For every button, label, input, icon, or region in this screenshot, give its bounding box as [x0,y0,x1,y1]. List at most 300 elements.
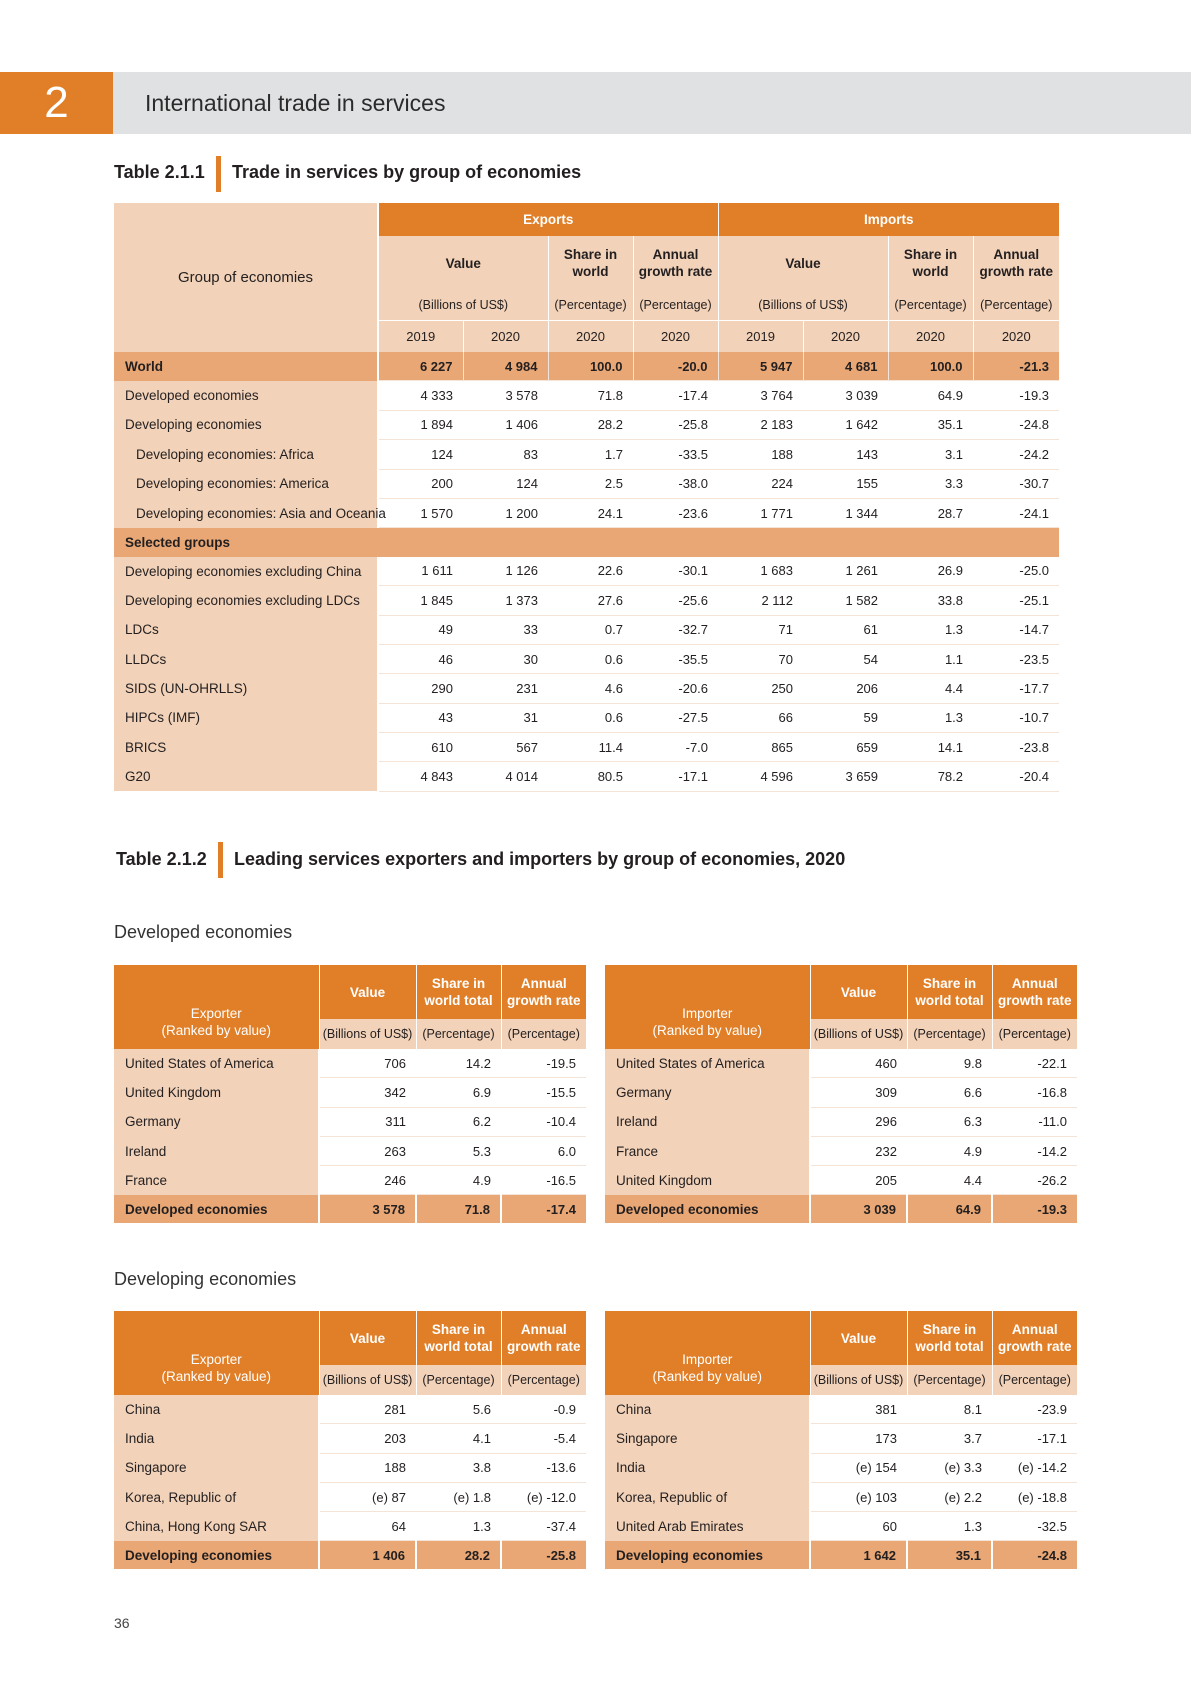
ranked-label: (Ranked by value) [652,1023,763,1038]
row-label: Developing economies: Africa [114,440,378,469]
value-cell: 706 [319,1049,416,1078]
growth-cell: -23.9 [992,1395,1077,1424]
share-unit: (Percentage) [416,1365,501,1395]
row-label: Developing economies [114,410,378,439]
cell: -23.5 [973,644,1059,673]
cell: -21.3 [973,352,1059,381]
share-cell: (e) 1.8 [416,1482,501,1511]
cell: 11.4 [548,733,633,762]
cell: 14.1 [888,733,973,762]
row-label: LLDCs [114,644,378,673]
cell: -24.8 [973,410,1059,439]
total-label: Developed economies [605,1195,810,1224]
country-name: France [114,1166,319,1195]
cell: 46 [378,644,463,673]
cell: 1 570 [378,498,463,527]
table-row [114,1453,586,1482]
value-unit: (Billions of US$) [810,1019,907,1049]
value-cell: 460 [810,1049,907,1078]
total-value: 3 578 [319,1195,416,1224]
imports-share-unit: (Percentage) [888,290,973,320]
total-share: 64.9 [907,1195,992,1224]
cell: 1 771 [718,498,803,527]
cell: 1 344 [803,498,888,527]
cell: 1 683 [718,557,803,586]
exporter-label: Exporter [190,1006,242,1021]
total-value: 3 039 [810,1195,907,1224]
country-name: China [605,1395,810,1424]
exports-share-unit: (Percentage) [548,290,633,320]
section-label: Selected groups [114,528,1059,557]
share-cell: (e) 3.3 [907,1453,992,1482]
cell: 250 [718,674,803,703]
cell: 4.6 [548,674,633,703]
row-label: BRICS [114,733,378,762]
total-value: 1 642 [810,1541,907,1570]
cell: 200 [378,469,463,498]
cell: 1 406 [463,410,548,439]
cell: 100.0 [548,352,633,381]
cell: 143 [803,440,888,469]
cell: -25.8 [633,410,718,439]
country-name: India [605,1453,810,1482]
value-cell: 263 [319,1136,416,1165]
cell: 4 333 [378,381,463,410]
table-row [114,1395,586,1424]
country-name: United Kingdom [605,1166,810,1195]
share-cell: 6.2 [416,1107,501,1136]
row-label: Developing economies excluding China [114,557,378,586]
table-row [114,557,1059,586]
cell: 4 681 [803,352,888,381]
country-name: Singapore [114,1453,319,1482]
table1-title: Trade in services by group of economies [232,162,582,182]
year-header: 2020 [633,320,718,352]
cell: -24.1 [973,498,1059,527]
value-unit: (Billions of US$) [319,1019,416,1049]
total-label: Developing economies [605,1541,810,1570]
country-name: Germany [605,1078,810,1107]
growth-header: Annual growth rate [501,1311,586,1365]
cell: 33 [463,615,548,644]
share-cell: 6.6 [907,1078,992,1107]
table-row [605,1395,1077,1424]
cell: -32.7 [633,615,718,644]
cell: 83 [463,440,548,469]
cell: 5 947 [718,352,803,381]
cell: 188 [718,440,803,469]
exporter-header [114,965,319,1049]
exports-growth-unit: (Percentage) [633,290,718,320]
cell: 3 039 [803,381,888,410]
growth-header: Annual growth rate [992,965,1077,1019]
value-cell: (e) 154 [810,1453,907,1482]
table-row [605,1078,1077,1107]
total-growth: -25.8 [501,1541,586,1570]
value-cell: 232 [810,1136,907,1165]
cell: 24.1 [548,498,633,527]
total-row [114,1541,586,1570]
cell: 0.7 [548,615,633,644]
year-header: 2020 [548,320,633,352]
cell: 27.6 [548,586,633,615]
row-label: Developing economies: Asia and Oceania [114,498,378,527]
cell: 6 227 [378,352,463,381]
section-row [114,528,1059,557]
country-name: Korea, Republic of [605,1482,810,1511]
growth-cell: -14.2 [992,1136,1077,1165]
value-cell: 311 [319,1107,416,1136]
share-cell: 1.3 [416,1512,501,1541]
total-share: 28.2 [416,1541,501,1570]
cell: 22.6 [548,557,633,586]
share-cell: 4.1 [416,1424,501,1453]
growth-unit: (Percentage) [992,1365,1077,1395]
cell: 155 [803,469,888,498]
cell: 290 [378,674,463,703]
cell: 1 200 [463,498,548,527]
share-header: Share in world total [416,965,501,1019]
cell: 71.8 [548,381,633,410]
row-label: Developing economies: America [114,469,378,498]
table-row [605,1049,1077,1078]
growth-header: Annual growth rate [992,1311,1077,1365]
share-cell: 3.8 [416,1453,501,1482]
table-row [605,1107,1077,1136]
cell: 2.5 [548,469,633,498]
cell: 54 [803,644,888,673]
country-name: Singapore [605,1424,810,1453]
total-share: 71.8 [416,1195,501,1224]
value-cell: (e) 87 [319,1482,416,1511]
country-name: United States of America [114,1049,319,1078]
growth-cell: -17.1 [992,1424,1077,1453]
growth-cell: (e) -18.8 [992,1482,1077,1511]
value-cell: 188 [319,1453,416,1482]
value-cell: 203 [319,1424,416,1453]
cell: 1 126 [463,557,548,586]
cell: 0.6 [548,703,633,732]
row-label: Developing economies excluding LDCs [114,586,378,615]
ranked-label: (Ranked by value) [161,1023,272,1038]
cell: -33.5 [633,440,718,469]
cell: -23.6 [633,498,718,527]
share-cell: 4.4 [907,1166,992,1195]
cell: 35.1 [888,410,973,439]
cell: 2 112 [718,586,803,615]
cell: 2 183 [718,410,803,439]
year-header: 2019 [718,320,803,352]
trade-by-group-table [114,203,1059,792]
cell: 224 [718,469,803,498]
cell: 3.3 [888,469,973,498]
total-row [605,1541,1077,1570]
cell: 1.3 [888,703,973,732]
cell: 28.7 [888,498,973,527]
value-cell: 246 [319,1166,416,1195]
cell: 70 [718,644,803,673]
cell: 4.4 [888,674,973,703]
imports-share-header: Share in world [888,236,973,290]
cell: 4 596 [718,762,803,791]
table-row [114,762,1059,791]
group-of-economies-header: Group of economies [114,203,378,352]
country-name: Korea, Republic of [114,1482,319,1511]
country-name: United Arab Emirates [605,1512,810,1541]
cell: 4 984 [463,352,548,381]
total-value: 1 406 [319,1541,416,1570]
country-name: United Kingdom [114,1078,319,1107]
year-header: 2020 [463,320,548,352]
share-cell: 1.3 [907,1512,992,1541]
year-header: 2020 [888,320,973,352]
growth-cell: (e) -12.0 [501,1482,586,1511]
share-cell: 9.8 [907,1049,992,1078]
share-cell: 8.1 [907,1395,992,1424]
table-row [114,703,1059,732]
cell: 0.6 [548,644,633,673]
value-header: Value [810,965,907,1019]
growth-cell: -11.0 [992,1107,1077,1136]
growth-cell: 6.0 [501,1136,586,1165]
growth-unit: (Percentage) [501,1365,586,1395]
share-unit: (Percentage) [907,1019,992,1049]
share-unit: (Percentage) [416,1019,501,1049]
country-name: Ireland [114,1136,319,1165]
share-cell: 5.3 [416,1136,501,1165]
cell: -25.1 [973,586,1059,615]
cell: 31 [463,703,548,732]
developing-importers-table [605,1311,1077,1569]
importer-header [605,965,810,1049]
cell: 49 [378,615,463,644]
value-cell: 205 [810,1166,907,1195]
cell: 659 [803,733,888,762]
table-row [605,1512,1077,1541]
share-cell: 6.9 [416,1078,501,1107]
cell: 26.9 [888,557,973,586]
exports-share-header: Share in world [548,236,633,290]
table1-number: Table 2.1.1 [114,162,205,182]
table-row [114,1136,586,1165]
cell: 1 373 [463,586,548,615]
value-header: Value [810,1311,907,1365]
value-cell: (e) 103 [810,1482,907,1511]
cell: 43 [378,703,463,732]
table-row [114,1424,586,1453]
table-row [114,1482,586,1511]
share-cell: (e) 2.2 [907,1482,992,1511]
cell: -20.4 [973,762,1059,791]
cell: 100.0 [888,352,973,381]
table-row [114,1512,586,1541]
table-row [114,615,1059,644]
country-name: Germany [114,1107,319,1136]
importer-header [605,1311,810,1395]
value-cell: 173 [810,1424,907,1453]
cell: -38.0 [633,469,718,498]
imports-growth-unit: (Percentage) [973,290,1059,320]
exports-growth-header: Annual growth rate [633,236,718,290]
share-header: Share in world total [416,1311,501,1365]
exporter-label: Exporter [190,1352,242,1367]
cell: 1 894 [378,410,463,439]
share-cell: 6.3 [907,1107,992,1136]
growth-cell: -15.5 [501,1078,586,1107]
exports-value-unit: (Billions of US$) [378,290,548,320]
cell: -25.0 [973,557,1059,586]
cell: 1 845 [378,586,463,615]
growth-cell: -32.5 [992,1512,1077,1541]
ranked-label: (Ranked by value) [161,1369,272,1384]
total-label: Developing economies [114,1541,319,1570]
country-name: China [114,1395,319,1424]
cell: 206 [803,674,888,703]
cell: 4 843 [378,762,463,791]
growth-cell: -22.1 [992,1049,1077,1078]
cell: 3 659 [803,762,888,791]
growth-cell: (e) -14.2 [992,1453,1077,1482]
row-label: SIDS (UN-OHRLLS) [114,674,378,703]
exporter-header [114,1311,319,1395]
growth-cell: -16.8 [992,1078,1077,1107]
cell: 4 014 [463,762,548,791]
row-label: LDCs [114,615,378,644]
developed-importers-table [605,965,1077,1223]
value-unit: (Billions of US$) [319,1365,416,1395]
cell: -19.3 [973,381,1059,410]
table-row [114,469,1059,498]
table-row [114,733,1059,762]
table-row [114,498,1059,527]
share-cell: 4.9 [907,1136,992,1165]
total-row [605,1195,1077,1224]
table-row [114,1166,586,1195]
page-number: 36 [114,1615,130,1631]
country-name: France [605,1136,810,1165]
cell: 1 611 [378,557,463,586]
imports-value-unit: (Billions of US$) [718,290,888,320]
imports-value-header: Value [718,236,888,290]
cell: 865 [718,733,803,762]
cell: 80.5 [548,762,633,791]
growth-unit: (Percentage) [992,1019,1077,1049]
cell: -25.6 [633,586,718,615]
value-cell: 64 [319,1512,416,1541]
value-header: Value [319,1311,416,1365]
growth-cell: -16.5 [501,1166,586,1195]
total-share: 35.1 [907,1541,992,1570]
row-label: World [114,352,378,381]
growth-cell: -26.2 [992,1166,1077,1195]
table-row [605,1453,1077,1482]
cell: 1.1 [888,644,973,673]
cell: -7.0 [633,733,718,762]
growth-unit: (Percentage) [501,1019,586,1049]
table2-number: Table 2.1.2 [116,849,207,869]
ranked-label: (Ranked by value) [652,1369,763,1384]
cell: 3 764 [718,381,803,410]
country-name: India [114,1424,319,1453]
cell: -24.2 [973,440,1059,469]
importer-label: Importer [682,1006,733,1021]
table-row [605,1166,1077,1195]
growth-cell: -37.4 [501,1512,586,1541]
cell: 28.2 [548,410,633,439]
table-row [605,1136,1077,1165]
growth-cell: -19.5 [501,1049,586,1078]
developed-heading: Developed economies [114,922,293,942]
chapter-number: 2 [0,72,113,134]
importer-label: Importer [682,1352,733,1367]
cell: 1.7 [548,440,633,469]
total-row [114,1195,586,1224]
table-row [114,352,1059,381]
imports-growth-header: Annual growth rate [973,236,1059,290]
growth-cell: -13.6 [501,1453,586,1482]
developed-exporters-table [114,965,586,1223]
table-row [605,1424,1077,1453]
country-name: Ireland [605,1107,810,1136]
table-row [114,1049,586,1078]
cell: 71 [718,615,803,644]
value-cell: 281 [319,1395,416,1424]
total-label: Developed economies [114,1195,319,1224]
cell: 1 582 [803,586,888,615]
table-row [114,440,1059,469]
growth-header: Annual growth rate [501,965,586,1019]
cell: 59 [803,703,888,732]
imports-header: Imports [718,203,1059,236]
total-growth: -24.8 [992,1541,1077,1570]
table2-title: Leading services exporters and importers by group of economies, 2020 [234,849,846,869]
cell: 78.2 [888,762,973,791]
cell: -30.1 [633,557,718,586]
table-row [114,410,1059,439]
value-unit: (Billions of US$) [810,1365,907,1395]
cell: 610 [378,733,463,762]
table-row [114,1078,586,1107]
row-label: HIPCs (IMF) [114,703,378,732]
total-growth: -19.3 [992,1195,1077,1224]
total-growth: -17.4 [501,1195,586,1224]
value-cell: 381 [810,1395,907,1424]
table-row [114,586,1059,615]
value-cell: 60 [810,1512,907,1541]
cell: -35.5 [633,644,718,673]
table-row [114,381,1059,410]
cell: 1 642 [803,410,888,439]
table-row [605,1482,1077,1511]
cell: 3 578 [463,381,548,410]
cell: 33.8 [888,586,973,615]
year-header: 2019 [378,320,463,352]
growth-cell: -10.4 [501,1107,586,1136]
cell: 231 [463,674,548,703]
growth-cell: -5.4 [501,1424,586,1453]
cell: -20.6 [633,674,718,703]
exports-value-header: Value [378,236,548,290]
cell: 61 [803,615,888,644]
row-label: G20 [114,762,378,791]
cell: -10.7 [973,703,1059,732]
share-cell: 14.2 [416,1049,501,1078]
share-header: Share in world total [907,965,992,1019]
year-header: 2020 [803,320,888,352]
row-label: Developed economies [114,381,378,410]
share-cell: 4.9 [416,1166,501,1195]
cell: 567 [463,733,548,762]
